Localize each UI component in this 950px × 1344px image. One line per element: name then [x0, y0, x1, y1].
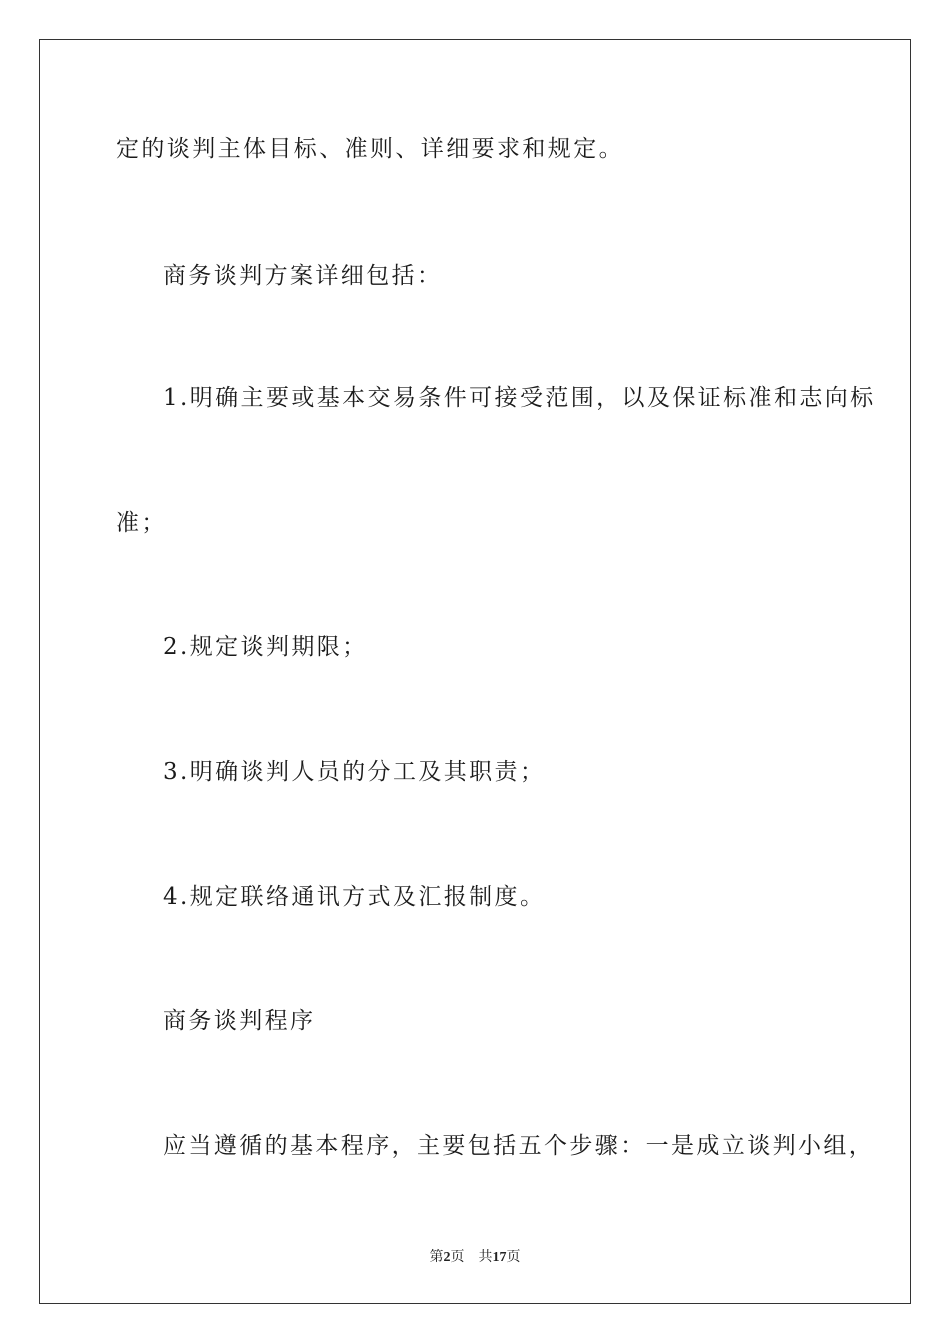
footer-total-prefix: 共	[478, 1250, 493, 1265]
footer-page-prefix: 第	[429, 1250, 444, 1265]
paragraph-line-7: 4.规定联络通讯方式及汇报制度。	[163, 884, 546, 910]
page-border	[39, 39, 911, 1304]
footer-page-number: 2	[443, 1250, 451, 1265]
section-heading: 商务谈判程序	[163, 1008, 316, 1034]
paragraph-line-4: 准；	[116, 510, 167, 536]
footer-page-suffix: 页	[450, 1250, 465, 1265]
footer-total-pages: 17	[492, 1250, 507, 1265]
paragraph-line-6: 3.明确谈判人员的分工及其职责；	[163, 759, 546, 785]
paragraph-line-2: 商务谈判方案详细包括：	[163, 263, 443, 289]
paragraph-line-5: 2.规定谈判期限；	[163, 634, 368, 660]
paragraph-line-1: 定的谈判主体目标、准则、详细要求和规定。	[116, 136, 624, 162]
paragraph-line-9: 应当遵循的基本程序，主要包括五个步骤：一是成立谈判小组，	[163, 1133, 875, 1159]
footer-total-suffix: 页	[506, 1250, 521, 1265]
paragraph-line-3: 1.明确主要或基本交易条件可接受范围，以及保证标准和志向标	[163, 385, 876, 411]
page-footer	[0, 1246, 950, 1266]
